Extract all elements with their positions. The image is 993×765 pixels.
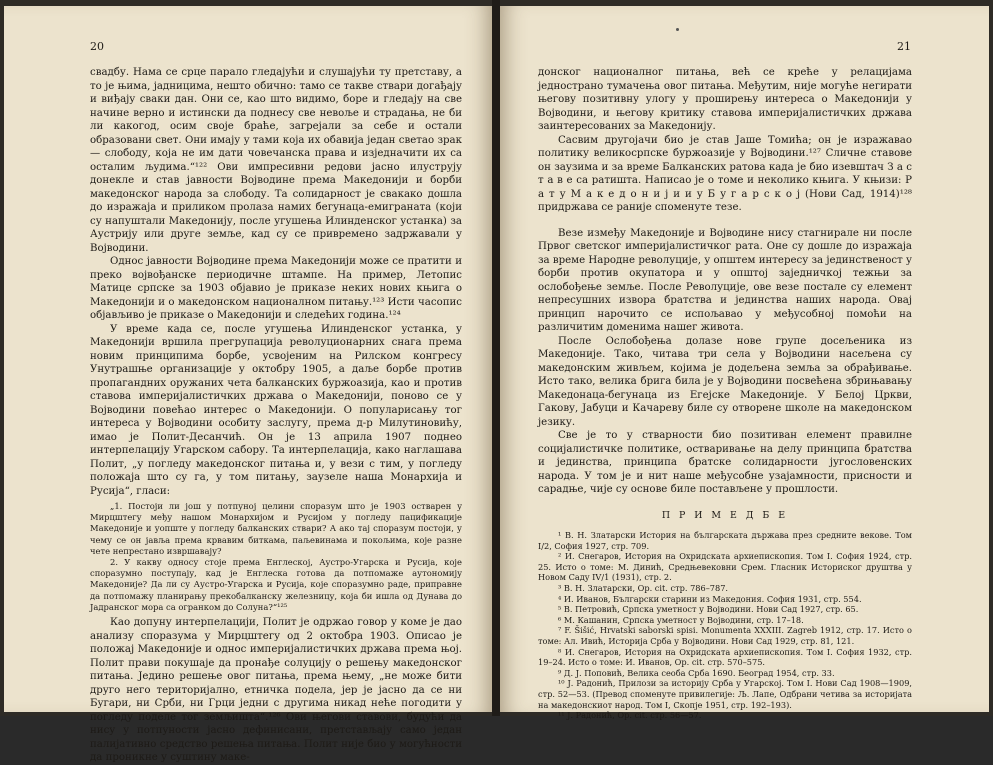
paragraph: донског националног питања, већ се креће у релацијама једнострано тумачења овог питања. Међутим, није могуће негирати његову позитивну улогу у проширењу интереса о Македонији у Војводини, и његову критику ставова империјалистичких држава заинтересованих за Македонију.: [538, 67, 912, 132]
footnote: ¹⁰ Ј. Радонић, Прилози за историју Срба у Угарској. Том I. Нови Сад 1908—1909, стр. 52—53. (Превод споменуте привилегије: Љ. Лапе, Одбрани четива за историјата на македонскиот народ. Том I, Скопје 1951, стр. 192–193).: [538, 678, 912, 710]
right-page: [500, 6, 989, 721]
left-page: [4, 6, 492, 764]
paragraph: Све је то у стварности био позитиван елемент правилне социјалистичке политике, остваривање на делу принципа братства и јединства, принципа братске солидарности југословенских народа. У том је и нит наше међусобне узајамности, присности и сарадње, чије су основе биле постављене у прошлости.: [538, 430, 912, 495]
footnote: ² И. Снегаров, История на Охридската архиепископия. Том I. София 1924, стр. 25. Исто о томе: М. Динић, Средњевековни Срем. Гласник Историског друштва у Новом Саду IV/1 (1931), стр. 2.: [538, 551, 912, 583]
paragraph: После Ослобођења долазе нове групе досељеника из Македоније. Тако, читава три села у Војводини насељена су македонским живљем, којима је додељена земља за обрађивање. Исто тако, велика брига била је у Војводини посвећена збрињавању Македонаца-бегунаца из Егејске Македоније. У Белој Цркви, Гакову, Јабуци и Качареву биле су отворене школе на македонском језику.: [538, 335, 912, 428]
paragraph: свадбу. Нама се срце парало гледајући и слушајући ту претставу, а то је њима, јадницима, нешто обично: тамо се такве ствари догађају и виђају сваки дан. Они се, као што видимо, боре и гледају на све начине верно и истински да поднесу све невоље и страдања, не би ли какогод, осим своје браће, загрејали за себе и остали образовани свет. Они имају у тами која их обавија један светао зрак — слободу, која не им дати човечанска права и изједначити их са осталим људима.“¹²² Ови импресивни редови јасно илуструју донекле и став јавности Војводине према Македонији и борби македонског народа за слободу. Та солидарност је свакако дошла до изражаја и приликом пролаза намих бегунаца-емиграната (који су напуштали Македонију, после угушења Илинденског устанка) за Аустрију или друге земље, кад су се привремено задржавали у Војводини.: [90, 67, 462, 254]
book-gutter: [492, 0, 500, 716]
footnote: ³ В. Н. Златарски, Op. cit. стр. 786–787.: [558, 582, 729, 593]
right-page-body: [538, 66, 912, 721]
paragraph: Сасвим другојачи био је став Јаше Томића; он је изражавао политику великосрпске буржоазије у Војводини.¹²⁷ Сличне ставове он заузима и за време Балканских ратова када је био изевштач З а с т а в е са ратишта. Написао је о томе и неколико књига. У књизи: Р а т у М а к е д о н и ј и и у Б у г а р с к о ј (Нови Сад, 1914)¹²⁸ придржава се раније споменуте тезе.: [538, 134, 912, 213]
footnote: ¹¹ Ј. Радонић, Op. cit. стр. 56—57.: [558, 710, 702, 721]
footnote: ⁵ В. Петровић, Српска уметност у Војводини. Нови Сад 1927, стр. 65.: [558, 604, 859, 615]
paragraph: Везе између Македоније и Војводине нису стагнирале ни после Првог светског империјалистичког рата. Оне су дошле до изражаја за време Народне револуције, у општем интересу за јединственост у борби против окупатора и у општој заједничкој тежњи за ослобођење земље. После Револуције, ове везе постале су елемент непресушних извора братства и јединства наших народа. Овај принцип нарочито се испољавао у међусобној помоћи на различитим доменима нашег живота.: [538, 227, 912, 333]
footnote: ⁶ М. Кашанин, Српска уметност у Војводини, стр. 17–18.: [558, 614, 804, 625]
ink-speck: [676, 28, 679, 31]
paragraph: Однос јавности Војводине према Македонији може се пратити и преко војвођанске периодичне штампе. На пример, Летопис Матице српске за 1903 објавио је прикaзе неких нових књига о Македонији и о македонском националном питању.¹²³ Исти часопис објављиво је прикaзе о Македонији и следећих година.¹²⁴: [90, 256, 462, 321]
page-number: 20: [90, 40, 104, 53]
footnote: ⁹ Д. Ј. Поповић, Велика сеоба Срба 1690. Београд 1954, стр. 33.: [558, 667, 835, 678]
paragraph: У време када се, после угушења Илинденског устанка, у Македонији вршила прегрупација револуционарних снага према новим принципима борбе, усвојеним на Рилском конгресу Унутрашње организације у октобру 1905, а даље борбе против пропагандних оружаних чета балканских буржоазија, као и против ставова империјалистичких држава о Македонији, поново се у Војводини повећао интерес о Македонији. О популарисању тог интереса у Војводини особиту заслугу, према д-р Милутиновићу, имао је Полит-Десанчић. Он је 13 априла 1907 поднео интерпелацију Угарском сабору. Та интерпелација, како наглашава Полит, „у погледу македонског питања и, у вези с тим, у погледу положаја што су га, у том питању, заузеле наша Монархија и Русија“, гласи:: [90, 323, 462, 497]
footnote: ⁷ F. Šišić, Hrvatski saborski spisi. Monumenta XXXIII. Zagreb 1912, стр. 17. Исто о томе: Ал. Ивић, Историја Срба у Војводини. Нови Сад 1929, стр. 81, 121.: [538, 625, 912, 646]
block-quote: „1. Постоји ли још у потпуној целини споразум што је 1903 остварен у Мирцштегу међу нашом Монархијом и Русијом у погледу пацификације Македоније и уопште у погледу балканских ствари? А ако тај споразум постоји, у чему се он јавља према крвавим биткама, паљевинама и покољима, које разне чете непрестано извршавају?: [90, 501, 462, 556]
paragraph: Као допуну интерпелацији, Полит је одржао говор у коме је дао анализу споразума у Мирцштегу од 2 октобра 1903. Описао је положај Македоније и однос империјалистичких држава према њој. Полит прави покушаје да пронађе солуцију о решењу македонског питања. Једино решење овог питања, према њему, „не може бити друго него територијално, етничка подела, јер је јасно да се ни Бугари, ни Срби, ни Грци једни с другима никад неће погодити у погледу поделе тог земљишта“.¹²⁶ Ови његови ставови, будући да нису у потпуности јасно дефинисани, претстављају само један палијативно средство решења питања. Полит није био у могућности да проникне у суштину маке-: [90, 617, 462, 764]
left-page-body: [90, 66, 462, 765]
page-number: 21: [897, 40, 911, 53]
block-quote: 2. У какву односу стоје према Енглеској, Аустро-Угарска и Русија, које споразумно поступају, кад је Енглеска готова да потпомаже аутономију Македоније? Да ли су Аустро-Угарска и Русија, које споразумно раде, приправне да потпомажу планирању прекобалканску железницу, која би ишла од Дунава до Јадранског мора са огранком до Солуна?“¹²⁵: [90, 557, 462, 612]
notes-heading: П Р И М Е Д Б Е: [661, 509, 789, 521]
footnote: ¹ В. Н. Златарски История на българската държава през средните векове. Том I/2, София 1927, стр. 709.: [538, 530, 912, 551]
footnote: ⁸ И. Снегаров, История на Охридската архиепископия. Том I. София 1932, стр. 19–24. Исто о томе: И. Иванов, Op. cit. стр. 570–575.: [538, 646, 912, 668]
footnote: ⁴ И. Иванов, Български старини из Македония. София 1931, стр. 554.: [558, 593, 862, 604]
